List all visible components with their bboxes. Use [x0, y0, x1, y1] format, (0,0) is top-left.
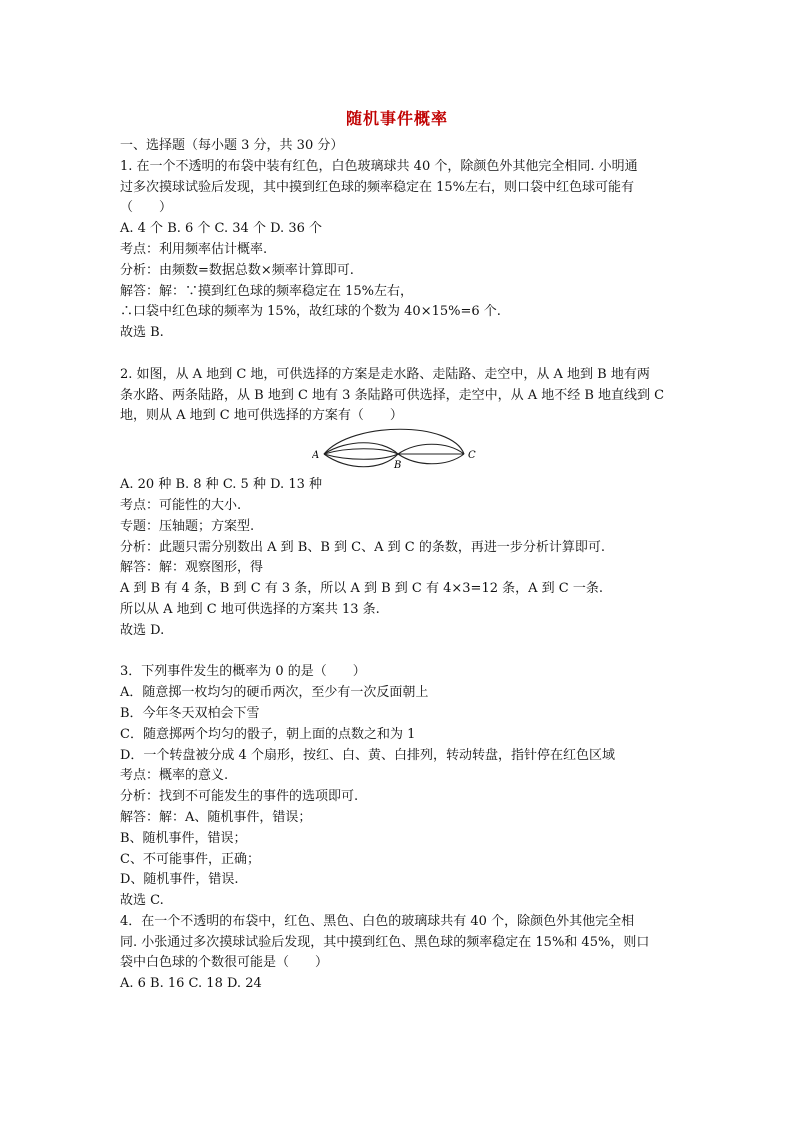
- q1-text-line-2: 过多次摸球试验后发现，其中摸到红色球的频率稳定在 15%左右，则口袋中红色球可能有: [120, 179, 635, 195]
- route-diagram-figure: [312, 427, 482, 475]
- q2-jieda: 解答：解：观察图形，得: [120, 560, 264, 576]
- q4-text-line-1: 4．在一个不透明的布袋中，红色、黑色、白色的玻璃球共有 40 个，除颜色外其他完全相: [120, 913, 635, 929]
- q3-jieda-2: B、随机事件，错误；: [120, 830, 247, 846]
- q2-zhuanti: 专题：压轴题；方案型.: [120, 518, 255, 534]
- document-body: [120, 136, 680, 995]
- q3-answer: 故选 C.: [120, 893, 164, 909]
- q3-option-a: A．随意掷一枚均匀的硬币两次，至少有一次反面朝上: [120, 685, 429, 701]
- q2-text-line-2: 条水路、两条陆路，从 B 地到 C 地有 3 条陆路可供选择，走空中，从 A 地不经 B 地直线到 C: [120, 387, 665, 403]
- q1-kaodian: 考点：利用频率估计概率.: [120, 241, 268, 257]
- spacer: [120, 344, 680, 365]
- q3-jieda: 解答：解：A、随机事件，错误；: [120, 809, 312, 825]
- q4-text-line-2: 同. 小张通过多次摸球试验后发现，其中摸到红色、黑色球的频率稳定在 15%和 45%，则口: [120, 934, 650, 950]
- q3-option-d: D．一个转盘被分成 4 个扇形，按红、白、黄、白排列，转动转盘，指针停在红色区域: [120, 747, 615, 763]
- q3-jieda-4: D、随机事件，错误.: [120, 872, 239, 888]
- q1-text-line-3: （ ）: [120, 200, 173, 216]
- route-b-c-3: [398, 454, 464, 464]
- q3-fenxi: 分析：找到不可能发生的事件的选项即可.: [120, 789, 359, 805]
- q2-jieda-2: A 到 B 有 4 条，B 到 C 有 3 条，所以 A 到 B 到 C 有 4×3=12 条，A 到 C 一条.: [120, 581, 603, 597]
- q3-jieda-3: C、不可能事件，正确；: [120, 851, 260, 867]
- q2-kaodian: 考点：可能性的大小.: [120, 497, 242, 513]
- spacer: [120, 642, 680, 663]
- label-b: B: [394, 460, 402, 472]
- q3-option-b: B．今年冬天双柏会下雪: [120, 705, 260, 721]
- q2-answer: 故选 D.: [120, 622, 165, 638]
- q1-jieda: 解答：解：∵摸到红色球的频率稳定在 15%左右，: [120, 283, 414, 299]
- q2-text-line-1: 2. 如图，从 A 地到 C 地，可供选择的方案是走水路、走陆路、走空中，从 A 地到 B 地有两: [120, 366, 650, 382]
- q3-option-c: C．随意掷两个均匀的骰子，朝上面的点数之和为 1: [120, 726, 416, 742]
- q4-options: A. 6 B. 16 C. 18 D. 24: [120, 976, 262, 992]
- section-header: 一、选择题（每小题 3 分，共 30 分）: [120, 138, 344, 153]
- q1-text-line-1: 1. 在一个不透明的布袋中装有红色，白色玻璃球共 40 个，除颜色外其他完全相同. 小明通: [120, 158, 638, 174]
- label-a: A: [312, 450, 320, 462]
- q3-text: 3．下列事件发生的概率为 0 的是（ ）: [120, 664, 366, 680]
- label-c: C: [468, 450, 476, 462]
- q3-kaodian: 考点：概率的意义.: [120, 768, 229, 784]
- q2-text-line-3: 地，则从 A 地到 C 地可供选择的方案有（ ）: [120, 408, 403, 424]
- q2-options: A. 20 种 B. 8 种 C. 5 种 D. 13 种: [120, 477, 322, 493]
- route-a-b-4: [324, 454, 398, 467]
- q1-jieda-2: ∴口袋中红色球的频率为 15%，故红球的个数为 40×15%=6 个.: [120, 304, 501, 320]
- route-b-c-1: [398, 444, 464, 454]
- route-a-b-3: [324, 454, 398, 459]
- route-a-b-2: [324, 449, 398, 454]
- q1-answer: 故选 B.: [120, 325, 164, 341]
- document-title: 随机事件概率: [345, 109, 448, 128]
- q1-fenxi: 分析：由频数=数据总数×频率计算即可.: [120, 262, 354, 278]
- route-diagram: [120, 427, 680, 475]
- q2-fenxi: 分析：此题只需分别数出 A 到 B、B 到 C、A 到 C 的条数，再进一步分析计算即可.: [120, 539, 605, 555]
- q2-jieda-3: 所以从 A 地到 C 地可供选择的方案共 13 条.: [120, 601, 380, 617]
- q1-options: A. 4 个 B. 6 个 C. 34 个 D. 36 个: [120, 221, 322, 237]
- q4-text-line-3: 袋中白色球的个数很可能是（ ）: [120, 955, 329, 971]
